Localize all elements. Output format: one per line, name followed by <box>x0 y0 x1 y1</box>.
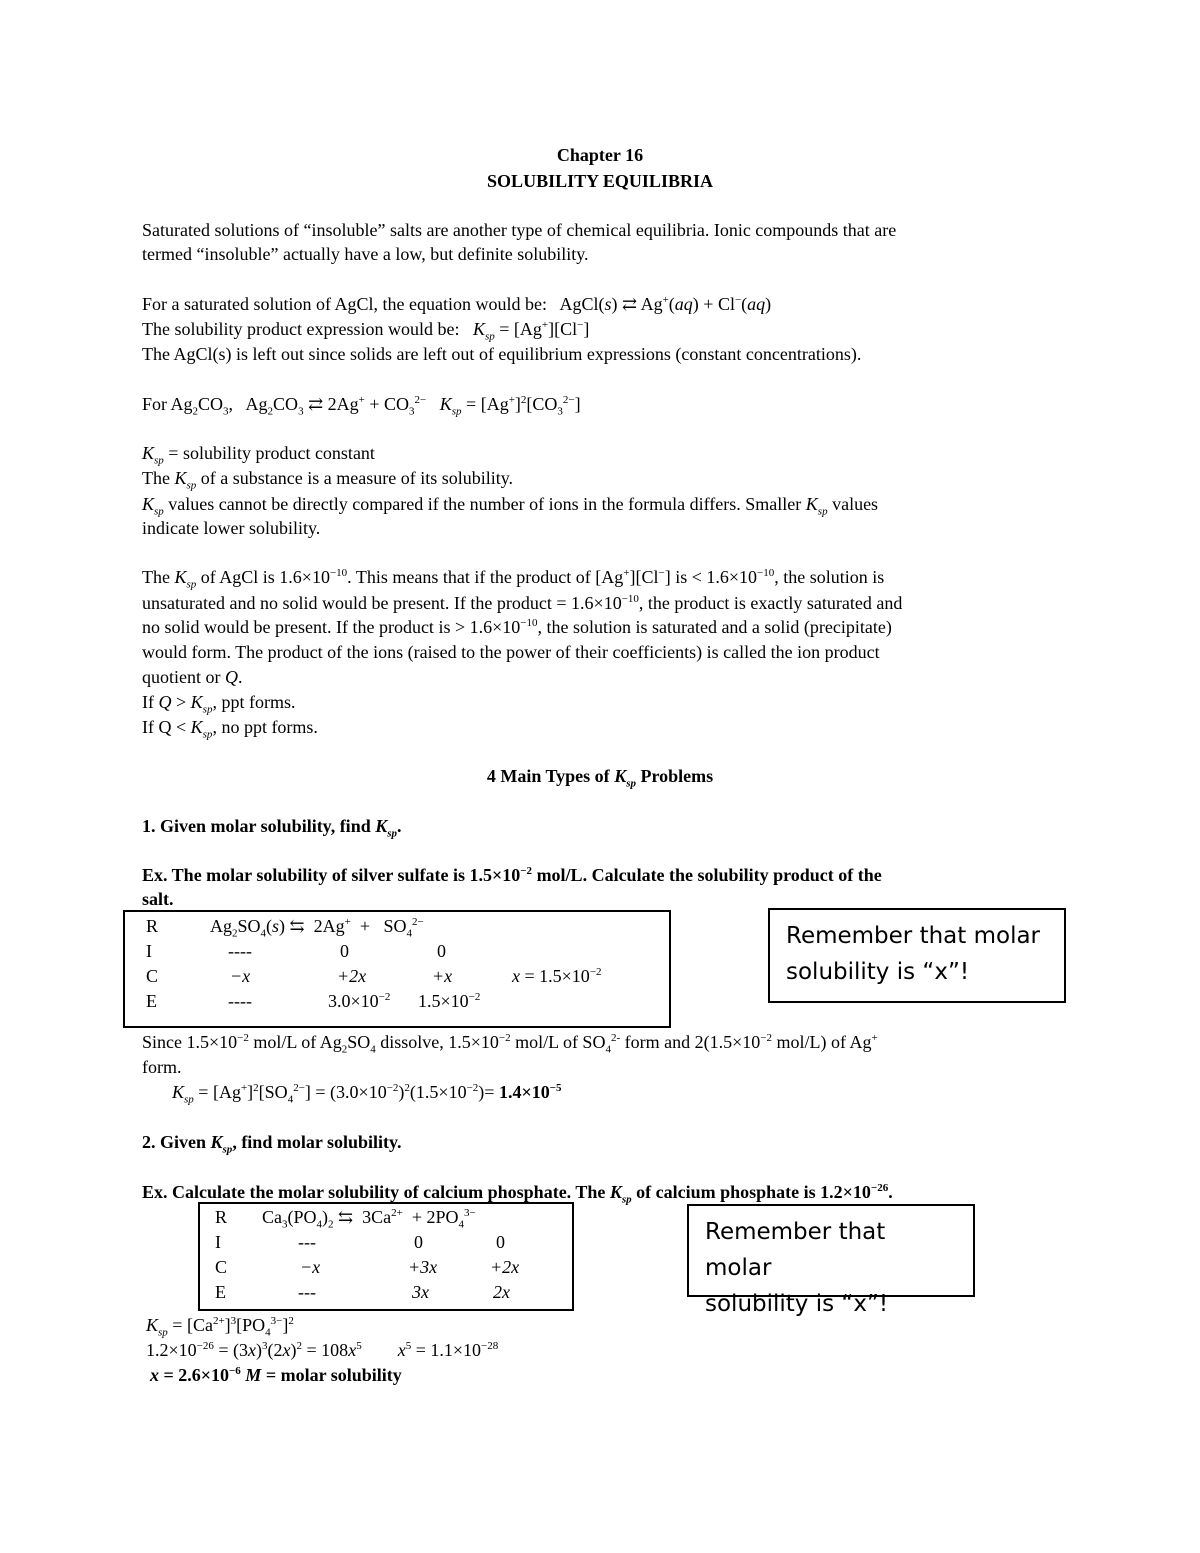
agcl-ksp-line-3: no solid would be present. If the product is > $1.6\times 10^{-10}$, the solution is saturated and a solid (precipitate) <box>142 617 892 637</box>
ice2-e-solid: --- <box>298 1282 316 1302</box>
agcl-ksp-line-2: unsaturated and no solid would be present. If the product = $1.6\times 10^{-10}$, the product is exactly saturated and <box>142 593 903 613</box>
reminder-1-line-2: solubility is “x”! <box>786 959 970 985</box>
ice1-row-r: R <box>146 916 159 936</box>
chapter-number: Chapter 16 <box>556 145 644 165</box>
reminder-2-line-1: Remember that molar <box>705 1219 886 1281</box>
reminder-2-line-2: solubility is “x”! <box>705 1291 889 1317</box>
problem-1-example-cont: salt. <box>142 889 174 909</box>
problem-1-heading: 1. Given molar solubility, find $K_{sp}$. <box>142 816 402 840</box>
rule-ppt-forms: If $Q > K_{sp}$, ppt forms. <box>142 692 296 716</box>
ice1-row-i: I <box>146 941 152 961</box>
ice2-c-po4: +2x <box>490 1257 520 1277</box>
agcl-note: The AgCl(s) is left out since solids are left out of equilibrium expressions (constant concentrations). <box>142 344 862 364</box>
ice1-e-solid: ---- <box>228 991 252 1011</box>
agcl-ksp-line-4: would form. The product of the ions (raised to the power of their coefficients) is called the ion product <box>142 642 880 662</box>
problem-2-example: Ex. Calculate the molar solubility of calcium phosphate. The $K_{sp}$ of calcium phosphate is $1.2\times 10^{-26}$. <box>142 1182 893 1206</box>
ice2-c-ca: +3x <box>408 1257 438 1277</box>
rule-no-ppt: If $Q < K_{sp}$, no ppt forms. <box>142 717 318 741</box>
ice2-e-po4: 2x <box>493 1282 510 1302</box>
agcl-ksp-line-5: quotient or Q. <box>142 667 243 687</box>
problem-1-since: Since $1.5\times 10^{-2}$ mol/L of $Ag_2SO_4$ dissolve, $1.5\times 10^{-2}$ mol/L of $SO_4^{2-}$ form and $2(1.5\times 10^{-2}$ mol/L) of Ag+ <box>142 1032 878 1056</box>
reminder-box-1 <box>768 908 1066 1003</box>
ksp-definition: $K_{sp}$ = solubility product constant <box>142 443 375 467</box>
agcl-ksp-line-1: The $K_{sp}$ of AgCl is $1.6\times 10^{-10}$. This means that if the product of [Ag+][Cl−] is < $1.6\times 10^{-10}$, the solution is <box>142 567 885 591</box>
ice1-c-ag: +2x <box>337 966 367 986</box>
ksp-compare-2: indicate lower solubility. <box>142 518 321 538</box>
ice2-i-ca: 0 <box>414 1232 423 1252</box>
ice1-i-so4: 0 <box>437 941 446 961</box>
ice1-e-so4: $1.5\times 10^{-2}$ <box>418 991 481 1011</box>
intro-line-1: Saturated solutions of “insoluble” salts are another type of chemical equilibria. Ionic compounds that are <box>142 220 897 240</box>
ice1-c-so4: +x <box>432 966 453 986</box>
problem-1-example: Ex. The molar solubility of silver sulfate is $1.5\times 10^{-2}$ mol/L. Calculate the solubility product of the <box>142 865 882 885</box>
problem-2-heading: 2. Given $K_{sp}$, find molar solubility. <box>142 1132 402 1156</box>
ice1-i-ag: 0 <box>340 941 349 961</box>
agcl-expression: The solubility product expression would be: $K_{sp} = [Ag^+][Cl^-]$ <box>142 319 590 343</box>
problem-1-form: form. <box>142 1057 182 1077</box>
problem-2-ksp-expression: $K_{sp} = [Ca^{2+}]^3[PO_4^{3-}]^2$ <box>146 1315 294 1339</box>
ice1-reaction: $Ag_2SO_4(s)$ ⇆ $2Ag^+ + SO_4^{2-}$ <box>210 916 424 940</box>
problem-2-answer: $x = 2.6\times 10^{-6}$ M = molar solubility <box>150 1365 402 1385</box>
reminder-1-line-1: Remember that molar <box>786 923 1041 949</box>
agcl-equation: For a saturated solution of AgCl, the equation would be: AgCl(s) ⇄ Ag+(aq) + Cl−(aq) <box>142 294 772 314</box>
ksp-measure: The $K_{sp}$ of a substance is a measure of its solubility. <box>142 468 514 492</box>
ice2-c-solid: −x <box>300 1257 321 1277</box>
ag2co3-equation: For $Ag_2CO_3$, $Ag_2CO_3$ ⇄ $2Ag^+ + CO_3^{2-}$ $K_{sp} = [Ag^+]^2[CO_3^{2-}]$ <box>142 394 581 418</box>
ice2-row-i: I <box>215 1232 221 1252</box>
ice1-row-e: E <box>146 991 157 1011</box>
ice2-reaction: $Ca_3(PO_4)_2$ ⇆ $3Ca^{2+} + 2PO_4^{3-}$ <box>262 1207 476 1231</box>
ice1-e-ag: $3.0\times 10^{-2}$ <box>328 991 391 1011</box>
ice2-row-r: R <box>215 1207 228 1227</box>
ice1-i-solid: ---- <box>228 941 252 961</box>
chapter-title: SOLUBILITY EQUILIBRIA <box>487 171 713 191</box>
problem-1-ksp-calc: $K_{sp} = [Ag^+]^2[SO_4^{2-}] = (3.0\times 10^{-2})^2(1.5\times 10^{-2})= 1.4\times 10^{-5}$ <box>172 1082 562 1106</box>
ksp-compare-1: $K_{sp}$ values cannot be directly compared if the number of ions in the formula differs. Smaller $K_{sp}$ values <box>142 494 879 518</box>
ice2-row-e: E <box>215 1282 226 1302</box>
ice2-i-po4: 0 <box>496 1232 505 1252</box>
section-title: 4 Main Types of $K_{sp}$ Problems <box>486 766 714 790</box>
problem-2-solve: $1.2\times 10^{-26} = (3x)^3(2x)^2 = 108x^5$ $x^5 = 1.1\times 10^{-28}$ <box>146 1340 499 1360</box>
reminder-box-2 <box>687 1204 975 1317</box>
intro-line-2: termed “insoluble” actually have a low, but definite solubility. <box>142 244 589 264</box>
ice1-c-solid: −x <box>230 966 251 986</box>
ice1-row-c: C <box>146 966 159 986</box>
ice2-i-solid: --- <box>298 1232 316 1252</box>
ice2-e-ca: 3x <box>412 1282 429 1302</box>
ice2-row-c: C <box>215 1257 228 1277</box>
ice1-x-value: $x = 1.5\times 10^{-2}$ <box>512 966 602 986</box>
